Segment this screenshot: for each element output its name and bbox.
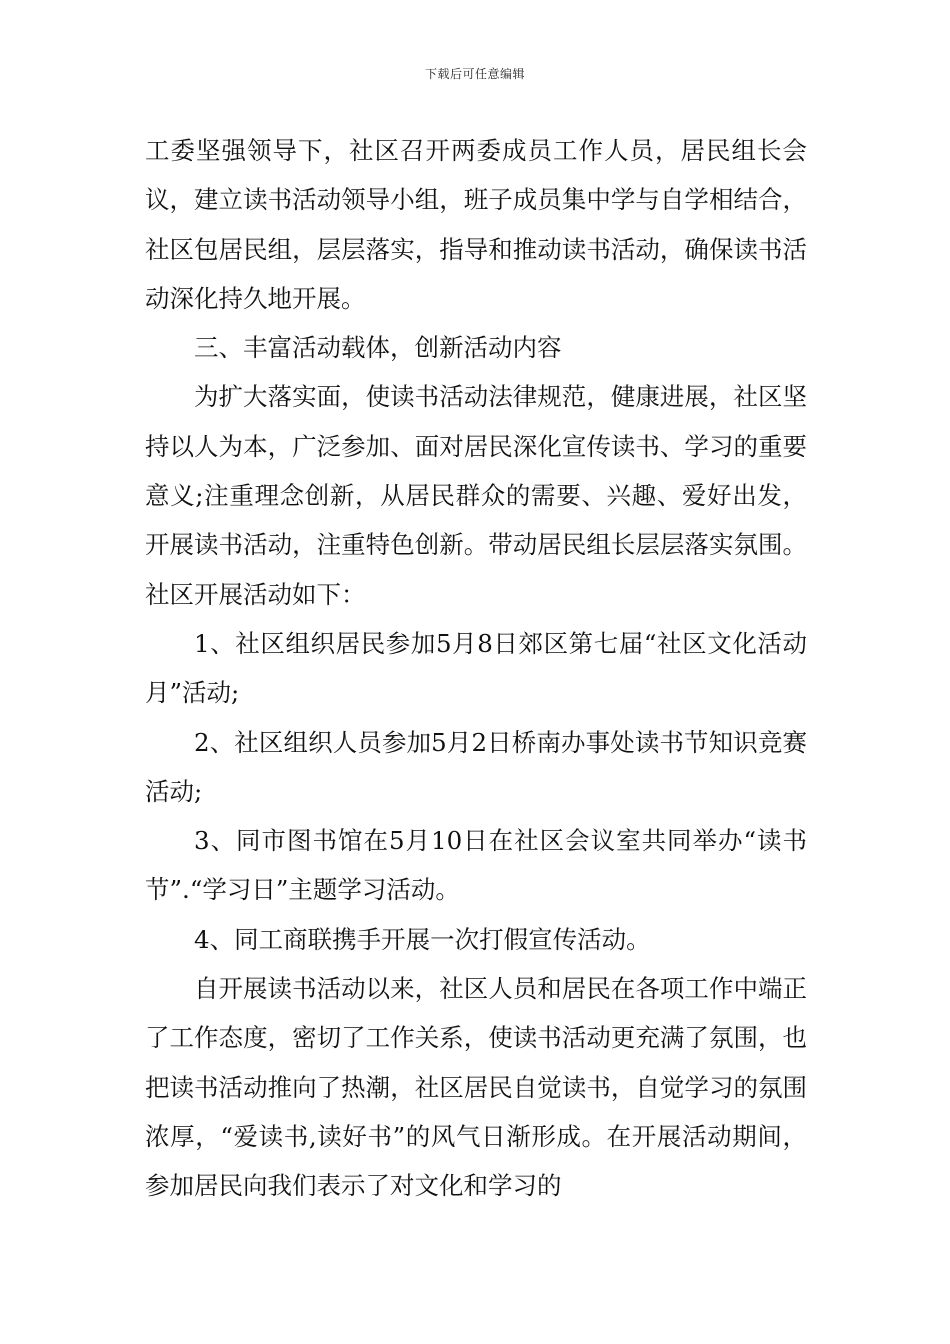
list-item-3: 3、同市图书馆在5月10日在社区会议室共同举办“读书节”.“学习日”主题学习活动。	[145, 826, 807, 905]
paragraph-2: 为扩大落实面，使读书活动法律规范，健康进展，社区坚持以人为本，广泛参加、面对居民深化宣传读书、学习的重要意义;注重理念创新，从居民群众的需要、兴趣、爱好出发，开展读书活动，注重特色创新。带动居民组长层层落实氛围。社区开展活动如下：	[145, 382, 807, 609]
list-item-1: 1、社区组织居民参加5月8日郊区第七届“社区文化活动月”活动;	[145, 628, 807, 708]
document-body	[145, 126, 807, 1211]
paragraph-3: 自开展读书活动以来，社区人员和居民在各项工作中端正了工作态度，密切了工作关系，使读书活动更充满了氛围，也把读书活动推向了热潮，社区居民自觉读书，自觉学习的氛围浓厚，“爱读书,读好书”的风气日渐形成。在开展活动期间，参加居民向我们表示了对文化和学习的	[145, 974, 807, 1201]
list-item-4: 4、同工商联携手开展一次打假宣传活动。	[194, 924, 651, 954]
page-header-note: 下载后可任意编辑	[424, 67, 525, 81]
list-item-2: 2、社区组织人员参加5月2日桥南办事处读书节知识竞赛活动;	[145, 727, 807, 806]
paragraph-1: 工委坚强领导下，社区召开两委成员工作人员，居民组长会议，建立读书活动领导小组，班子成员集中学与自学相结合，社区包居民组，层层落实，指导和推动读书活动，确保读书活动深化持久地开展。	[145, 136, 807, 313]
section-heading-3: 三、丰富活动载体，创新活动内容	[194, 333, 562, 363]
